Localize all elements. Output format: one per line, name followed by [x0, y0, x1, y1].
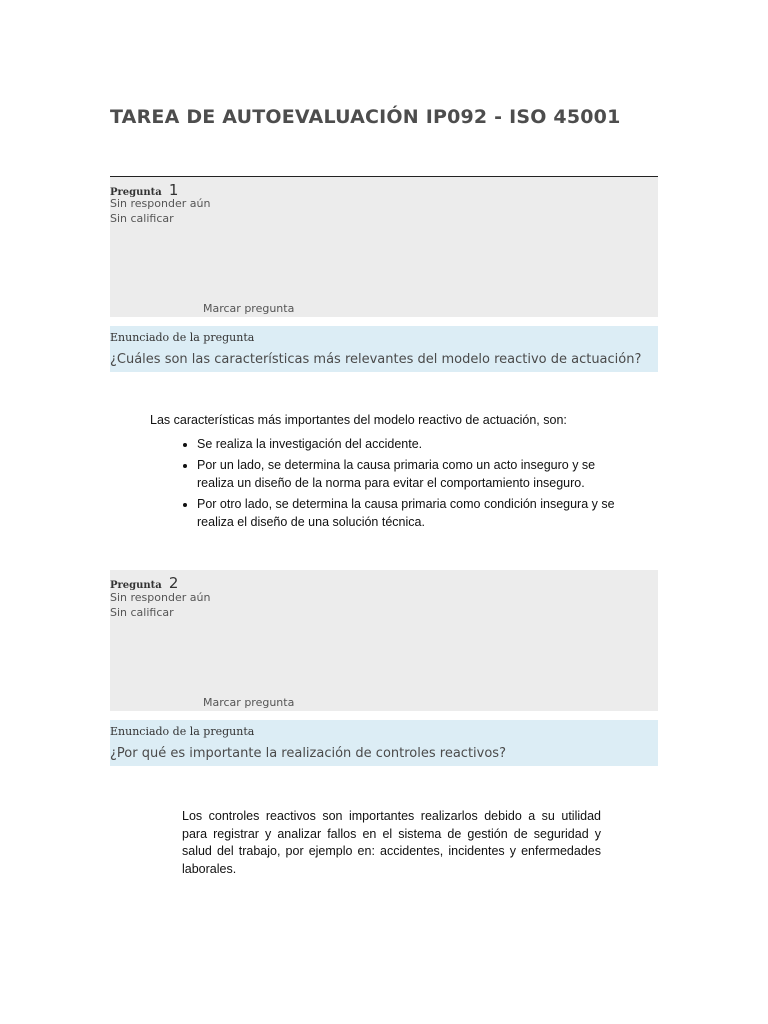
- answer-bullet-list: [150, 435, 630, 531]
- question-number-value: 1: [168, 181, 179, 199]
- question-label: Pregunta: [110, 187, 162, 198]
- question-prompt: ¿Cuáles son las características más relevantes del modelo reactivo de actuación?: [110, 352, 642, 367]
- statement-label: Enunciado de la pregunta: [110, 331, 255, 344]
- question-number-2: [110, 573, 178, 592]
- question-prompt: ¿Por qué es importante la realización de controles reactivos?: [110, 746, 506, 761]
- question-status: Sin responder aún: [110, 591, 211, 604]
- answer-1: [150, 413, 630, 534]
- question-info-2: [110, 570, 658, 711]
- question-grade: Sin calificar: [110, 212, 174, 225]
- statement-label: Enunciado de la pregunta: [110, 725, 255, 738]
- question-statement-1: [110, 326, 658, 372]
- question-status: Sin responder aún: [110, 197, 211, 210]
- answer-2: Los controles reactivos son importantes realizarlos debido a su utilidad para registrar y analizar fallos en el sistema de gestión de seguridad y salud del trabajo, por ejemplo en: accidentes, incidentes y enfermedades laborales.: [182, 809, 601, 876]
- answer-intro: Las características más importantes del modelo reactivo de actuación, son:: [150, 413, 567, 427]
- page-title: TAREA DE AUTOEVALUACIÓN IP092 - ISO 45001: [110, 106, 621, 128]
- question-label: Pregunta: [110, 580, 162, 591]
- answer-bullet: • Por un lado, se determina la causa primaria como un acto inseguro y se realiza un diseño de la norma para evitar el comportamiento inseguro.: [197, 456, 630, 492]
- answer-bullet: • Por otro lado, se determina la causa primaria como condición insegura y se realiza el diseño de una solución técnica.: [197, 495, 630, 531]
- flag-question-link[interactable]: Marcar pregunta: [203, 302, 295, 315]
- question-statement-2: [110, 720, 658, 766]
- answer-bullet: • Se realiza la investigación del accidente.: [197, 435, 630, 453]
- question-info-1: [110, 177, 658, 317]
- flag-question-link[interactable]: Marcar pregunta: [203, 696, 295, 709]
- question-grade: Sin calificar: [110, 606, 174, 619]
- question-number-value: 2: [168, 574, 179, 592]
